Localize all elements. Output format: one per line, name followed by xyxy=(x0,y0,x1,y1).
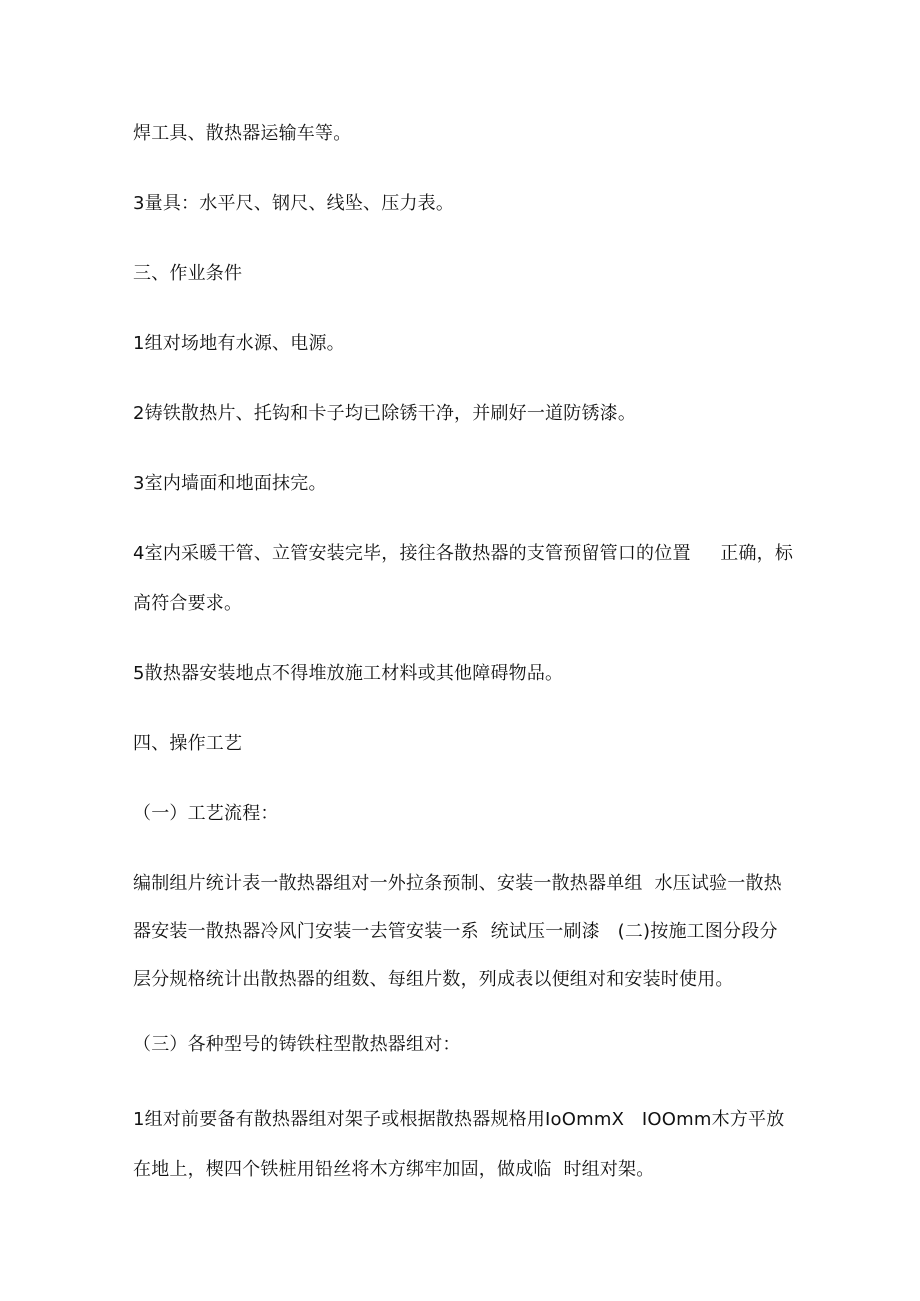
section-heading: 三、作业条件 xyxy=(133,263,243,284)
section-heading: 四、操作工艺 xyxy=(133,733,243,754)
subsection-heading: （三）各种型号的铸铁柱型散热器组对： xyxy=(133,1034,461,1055)
text-line: 焊工具、散热器运输车等。 xyxy=(133,123,352,144)
subsection-heading: （一）工艺流程： xyxy=(133,803,279,824)
text-line: 层分规格统计出散热器的组数、每组片数，列成表以便组对和安装时使用。 xyxy=(133,969,734,990)
text-line: 4室内采暖干管、立管安装完毕，接往各散热器的支管预留管口的位置 正确，标 xyxy=(133,543,794,564)
text-line: 1组对前要备有散热器组对架子或根据散热器规格用IoOmmX IOOmm木方平放 xyxy=(133,1109,785,1130)
text-line: 3室内墙面和地面抹完。 xyxy=(133,473,327,494)
text-line: 编制组片统计表一散热器组对一外拉条预制、安装一散热器单组 水压试验一散热 xyxy=(133,873,782,894)
text-line: 5散热器安装地点不得堆放施工材料或其他障碍物品。 xyxy=(133,663,564,684)
text-line: 器安装一散热器冷风门安装一去管安装一系 统试压一刷漆 (二)按施工图分段分 xyxy=(133,921,778,942)
text-line: 在地上，楔四个铁桩用铅丝将木方绑牢加固，做成临 时组对架。 xyxy=(133,1159,655,1180)
text-line: 1组对场地有水源、电源。 xyxy=(133,333,345,354)
text-line: 3量具：水平尺、钢尺、线坠、压力表。 xyxy=(133,193,455,214)
text-line: 2铸铁散热片、托钩和卡子均已除锈干净，并刷好一道防锈漆。 xyxy=(133,403,637,424)
text-line: 高符合要求。 xyxy=(133,593,243,614)
